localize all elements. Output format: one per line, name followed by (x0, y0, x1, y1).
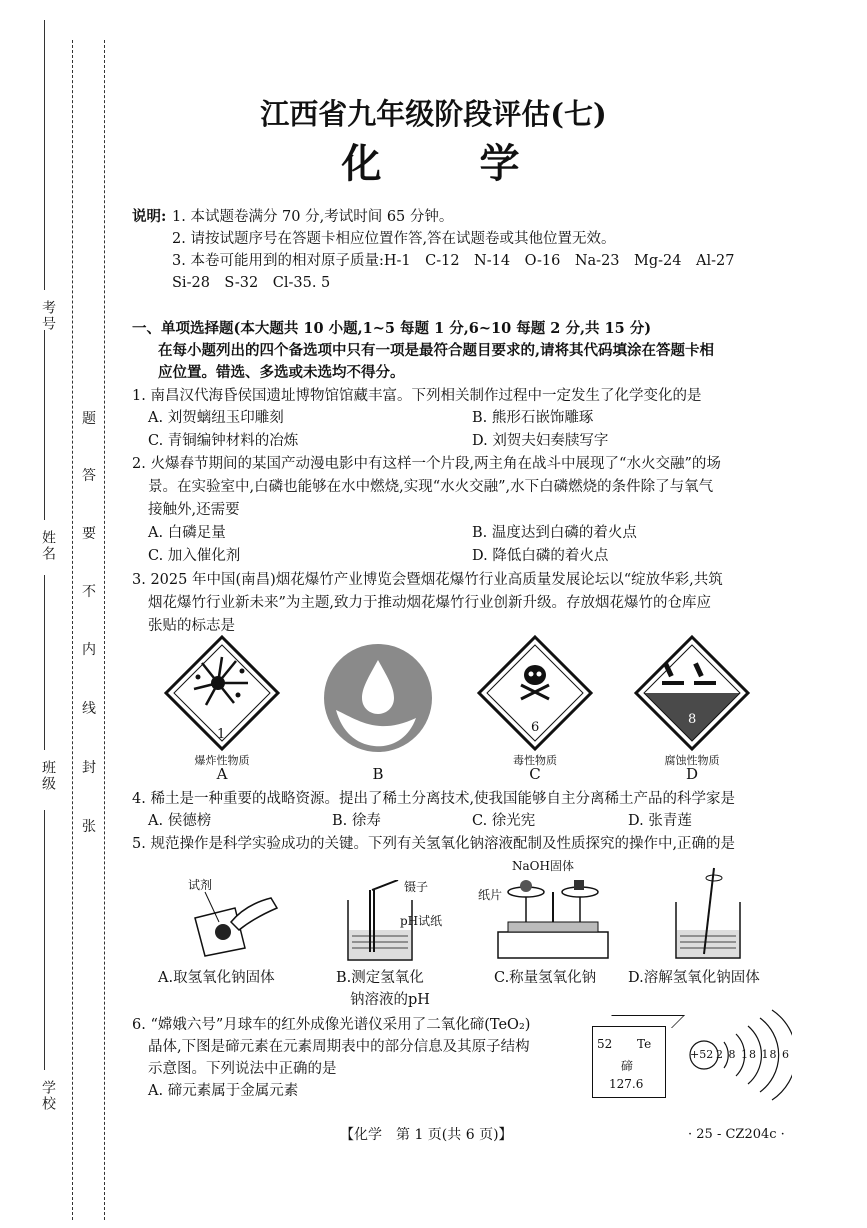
label-exam-number: 考号 (40, 300, 56, 332)
seal-char: 题 (82, 411, 96, 427)
notes-line-2: 2. 请按试题序号在答题卡相应位置作答,答在试题卷或其他位置无效。 (172, 231, 616, 247)
question-6-stem: 6. “嫦娥六号”月球车的红外成像光谱仪采用了二氧化碲(TeO₂) (132, 1017, 531, 1033)
binding-line-right (104, 40, 105, 1220)
class-blank[interactable] (44, 575, 45, 750)
q5-option-d[interactable]: D.溶解氢氧化钠固体 (628, 970, 760, 986)
toxic-sign[interactable] (475, 633, 595, 753)
paper-code: · 25 - CZ204c · (688, 1127, 785, 1142)
seal-char: 要 (82, 526, 96, 542)
label-paper: 纸片 (478, 888, 503, 902)
label-name: 姓名 (40, 530, 56, 562)
seal-char: 答 (82, 468, 96, 484)
question-3-stem: 3. 2025 年中国(南昌)烟花爆竹产业博览会暨烟花爆竹行业高质量发展论坛以“绽放华彩,共筑 (132, 572, 723, 588)
q4-option-a[interactable]: A. 侯德榜 (148, 813, 212, 829)
q1-option-a[interactable]: A. 刘贺螭纽玉印雕刻 (148, 410, 284, 426)
electron-shells: 2 8 18 18 6 (716, 1048, 790, 1061)
sign-caption: 腐蚀性物质 (664, 754, 720, 767)
q5-option-c[interactable]: C.称量氢氧化钠 (494, 970, 597, 986)
q6-option-a[interactable]: A. 碲元素属于金属元素 (148, 1083, 299, 1099)
q1-option-b[interactable]: B. 熊形石嵌饰雕琢 (472, 410, 594, 426)
q4-option-b[interactable]: B. 徐寿 (332, 813, 381, 829)
section-instructions: 在每小题列出的四个备选项中只有一项是最符合题目要求的,请将其代码填涂在答题卡相 (158, 342, 715, 359)
element-symbol: Te (637, 1037, 652, 1051)
sign-number: 8 (688, 712, 697, 727)
sign-number: 1 (217, 727, 226, 742)
notes-line-4: Si-28 S-32 Cl-35. 5 (172, 275, 331, 291)
nucleus-charge: +52 (690, 1048, 714, 1061)
element-cell-top (599, 1015, 685, 1028)
q2-option-a[interactable]: A. 白磷足量 (148, 525, 226, 541)
notes-line-1: 1. 本试题卷满分 70 分,考试时间 65 分钟。 (172, 209, 454, 225)
seal-char: 张 (82, 819, 96, 835)
label-naoh-solid: NaOH固体 (512, 859, 574, 873)
section-heading: 一、单项选择题(本大题共 10 小题,1~5 每题 1 分,6~10 每题 2 分,共 15 分) (132, 320, 652, 337)
q1-option-d[interactable]: D. 刘贺夫妇奏牍写字 (472, 433, 609, 449)
label-school: 学校 (40, 1080, 56, 1112)
school-blank[interactable] (44, 810, 45, 1070)
subject-title: 化 学 (341, 140, 526, 187)
label-tweezers: 镊子 (404, 880, 429, 894)
page-title: 江西省九年级阶段评估(七) (260, 97, 607, 131)
q5-option-b[interactable]: B.测定氢氧化 (336, 970, 424, 986)
question-6-stem: 示意图。下列说法中正确的是 (148, 1061, 337, 1077)
q2-option-b[interactable]: B. 温度达到白磷的着火点 (472, 525, 637, 541)
question-5-stem: 5. 规范操作是科学实验成功的关键。下列有关氢氧化钠溶液配制及性质探究的操作中,正确的是 (132, 836, 736, 852)
q1-option-c[interactable]: C. 青铜编钟材料的冶炼 (148, 433, 299, 449)
water-reactive-sign[interactable] (318, 640, 438, 760)
name-blank[interactable] (44, 330, 45, 520)
notes-line-3: 3. 本卷可能用到的相对原子质量:H-1 C-12 N-14 O-16 Na-23 Mg-24 Al-27 (172, 253, 735, 269)
seal-char: 不 (82, 584, 96, 600)
question-4-stem: 4. 稀土是一种重要的战略资源。提出了稀土分离技术,使我国能够自主分离稀土产品的科学家是 (132, 791, 736, 807)
question-2-stem: 接触外,还需要 (148, 502, 240, 518)
option-letter: B (372, 765, 384, 783)
q2-option-d[interactable]: D. 降低白磷的着火点 (472, 548, 609, 564)
question-6-stem: 晶体,下图是碲元素在元素周期表中的部分信息及其原子结构 (148, 1039, 530, 1055)
sign-caption: 毒性物质 (513, 754, 557, 767)
q2-option-c[interactable]: C. 加入催化剂 (148, 548, 241, 564)
q5-option-b-line2: 钠溶液的pH (350, 992, 430, 1008)
element-name: 碲 (621, 1059, 634, 1073)
option-letter: A (216, 765, 228, 783)
balance-illustration[interactable] (488, 862, 618, 962)
element-cell (592, 1026, 666, 1098)
page-footer: 【化学 第 1 页(共 6 页)】 (340, 1127, 513, 1143)
question-3-stem: 烟花爆竹行业新未来”为主题,致力于推动烟花爆竹行业创新升级。存放烟花爆竹的仓库应 (148, 595, 712, 611)
atomic-number: 52 (597, 1037, 613, 1051)
sign-number: 6 (531, 720, 540, 735)
q4-option-c[interactable]: C. 徐光宪 (472, 813, 536, 829)
corrosive-sign[interactable] (632, 633, 752, 753)
question-3-stem: 张贴的标志是 (148, 618, 235, 634)
seal-char: 线 (82, 701, 96, 717)
label-ph-paper: pH试纸 (400, 914, 443, 928)
atomic-mass: 127.6 (609, 1077, 644, 1091)
question-2-stem: 2. 火爆春节期间的某国产动漫电影中有这样一个片段,两主角在战斗中展现了“水火交融”的场 (132, 456, 721, 472)
label-class: 班级 (40, 760, 56, 792)
question-1-stem: 1. 南昌汉代海昏侯国遗址博物馆馆藏丰富。下列相关制作过程中一定发生了化学变化的是 (132, 388, 702, 404)
notes-prefix: 说明: (132, 208, 167, 225)
q5-option-a[interactable]: A.取氢氧化钠固体 (158, 970, 275, 986)
binding-line-left (72, 40, 73, 1220)
sign-caption: 爆炸性物质 (194, 754, 250, 767)
question-2-stem: 景。在实验室中,白磷也能够在水中燃烧,实现“水火交融”,水下白磷燃烧的条件除了与氧气 (148, 479, 714, 495)
section-instructions: 应位置。错选、多选或未选均不得分。 (158, 364, 405, 381)
q4-option-d[interactable]: D. 张青莲 (628, 813, 692, 829)
label-reagent: 试剂 (188, 878, 213, 892)
option-letter: D (685, 765, 699, 783)
seal-char: 内 (82, 642, 96, 658)
seal-char: 封 (82, 760, 96, 776)
option-letter: C (529, 765, 541, 783)
dissolve-illustration[interactable] (668, 862, 758, 962)
